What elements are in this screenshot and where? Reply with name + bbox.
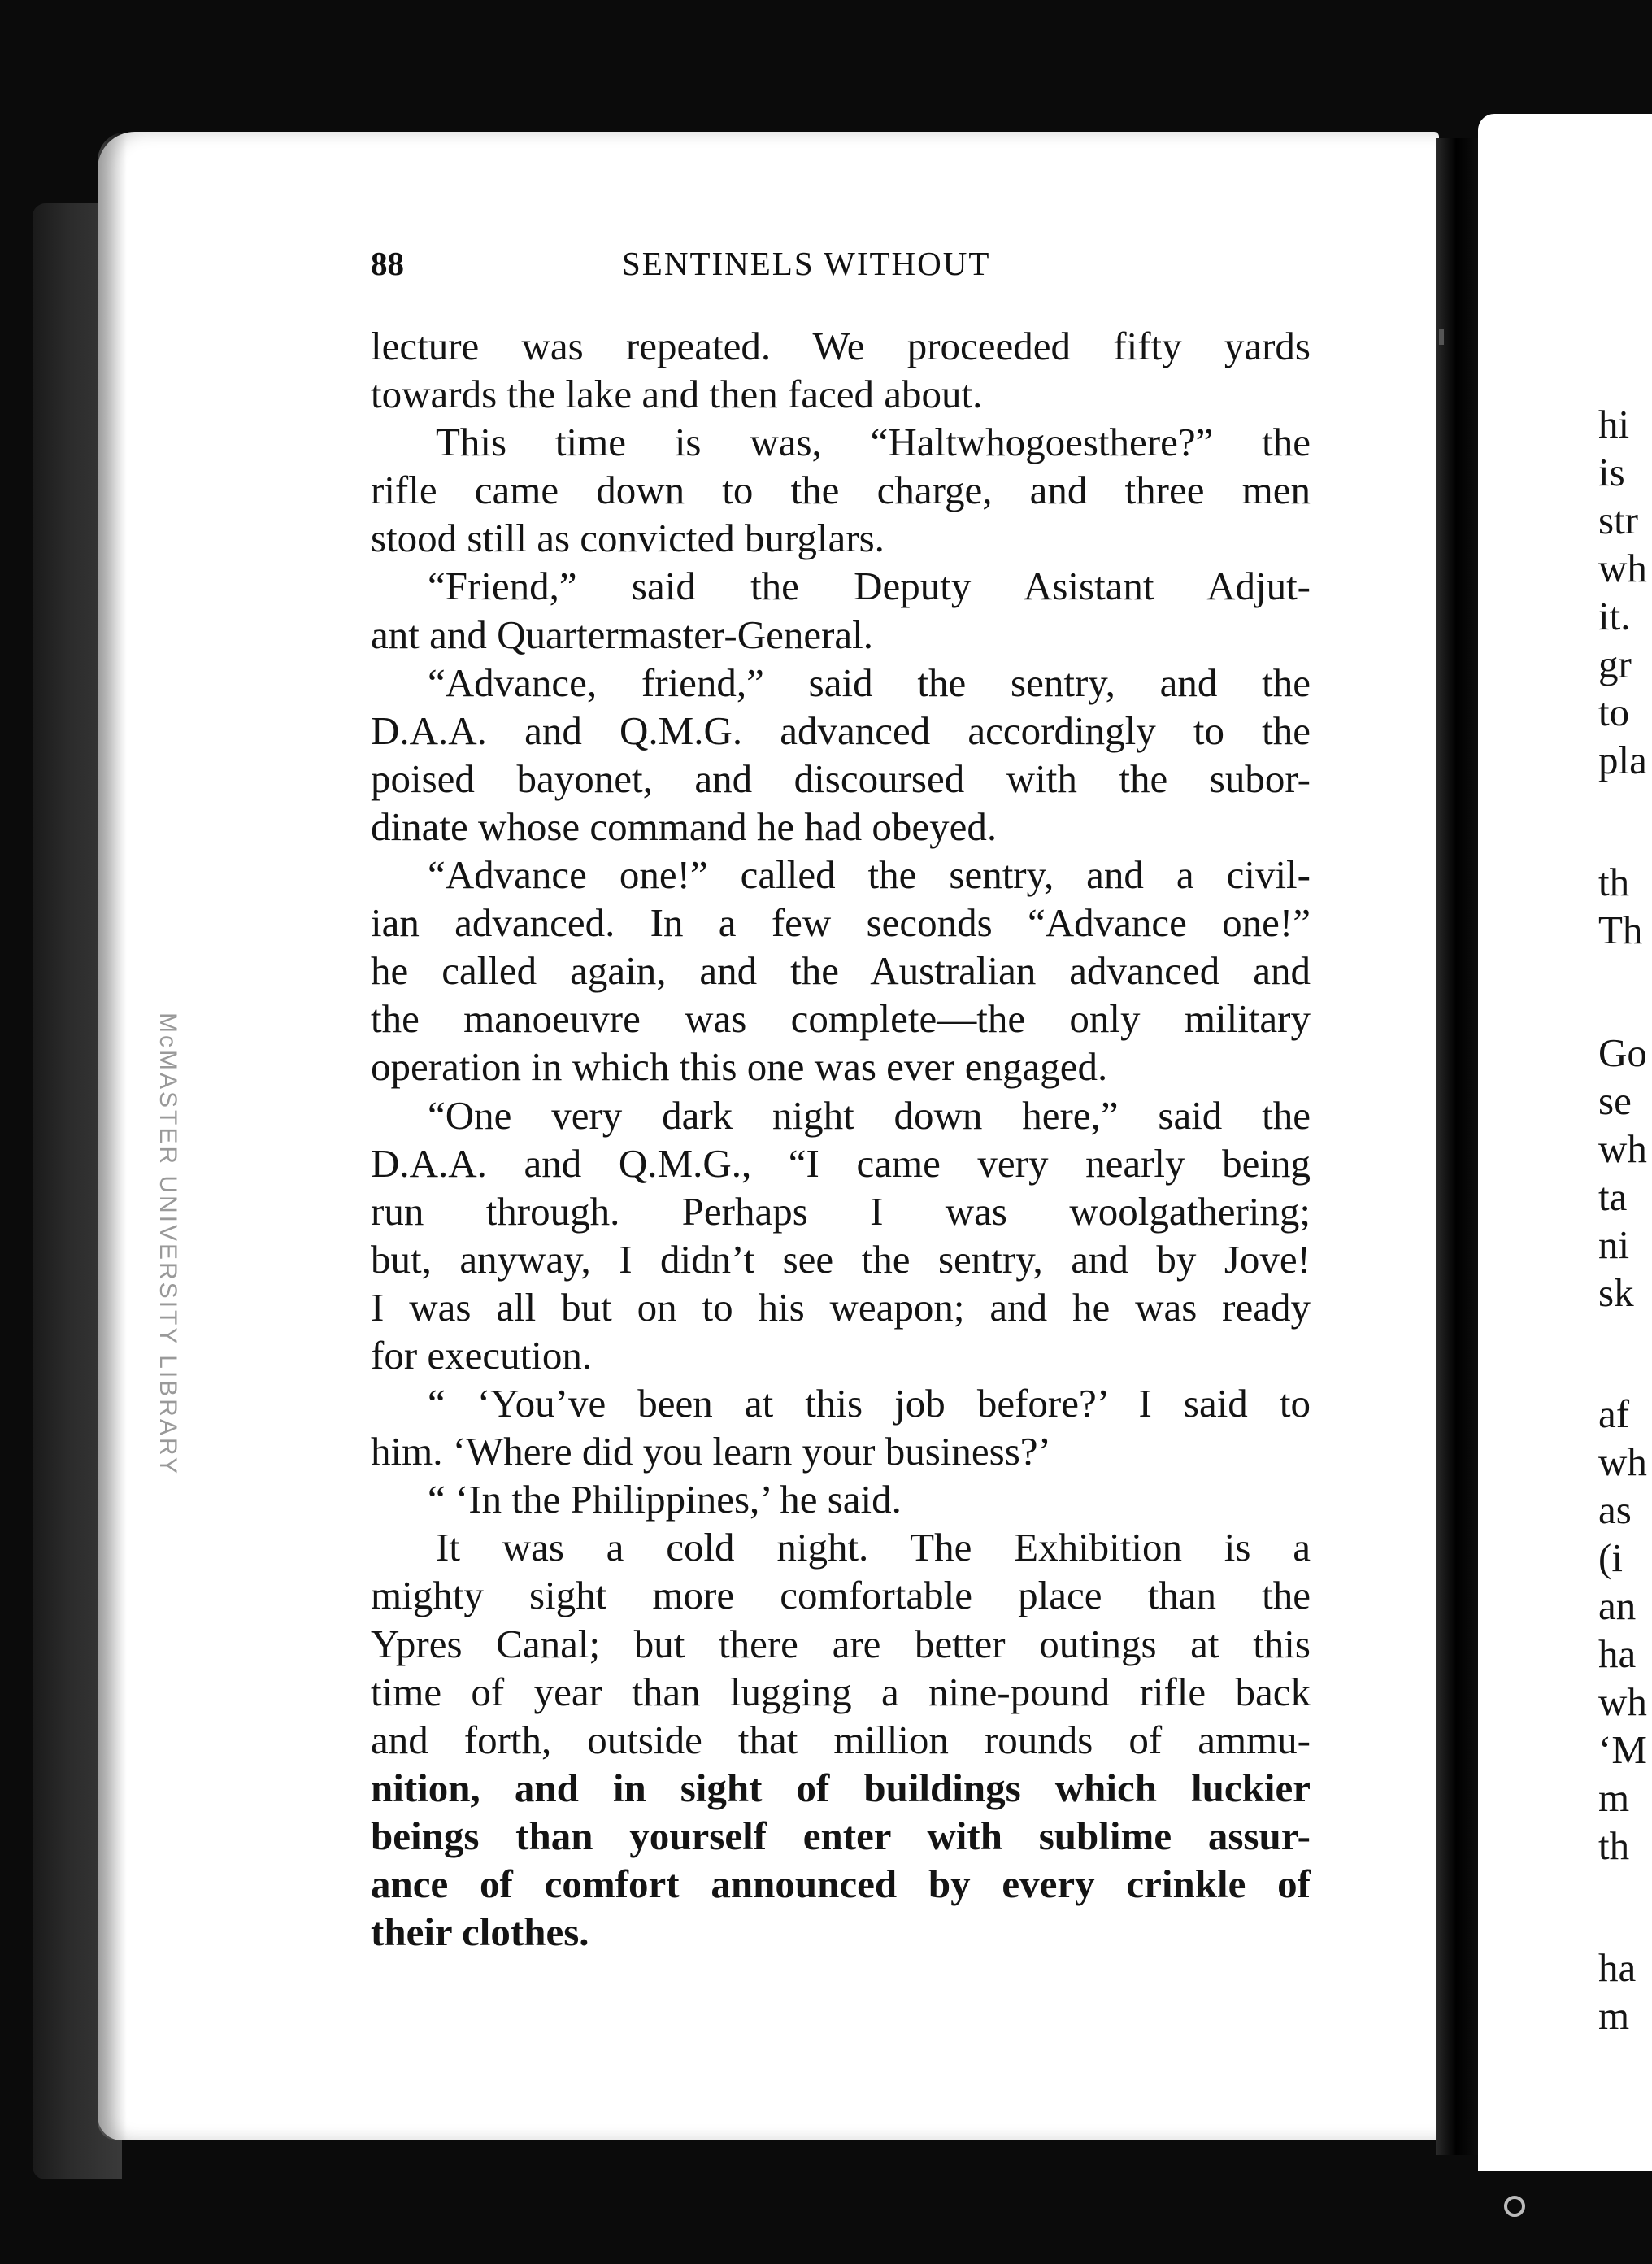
page-mark xyxy=(1439,329,1444,345)
fragment: as xyxy=(1598,1487,1632,1532)
running-head: SENTINELS WITHOUT xyxy=(622,245,991,282)
fragment: m xyxy=(1598,1775,1630,1820)
text-line: “ ‘In the Philippines,’ he said. xyxy=(428,1477,902,1522)
text-line: nition, and in sight of buildings which luckier xyxy=(371,1765,1311,1810)
text-line: This time is was, “Haltwhogoesthere?” the xyxy=(436,420,1311,465)
text-line: him. ‘Where did you learn your business?’ xyxy=(371,1429,1051,1474)
text-line: rifle came down to the charge, and three men xyxy=(371,468,1311,513)
text-line: ant and Quartermaster-General. xyxy=(371,612,874,657)
fragment: wh xyxy=(1598,1679,1647,1724)
text-line: “Friend,” said the Deputy Asistant Adjut- xyxy=(428,564,1311,609)
fragment: af xyxy=(1598,1391,1630,1436)
page-body-text xyxy=(371,322,1311,1956)
text-line: I was all but on to his weapon; and he was ready xyxy=(371,1284,1311,1330)
text-line: mighty sight more comfortable place than the xyxy=(371,1573,1311,1618)
text-line: lecture was repeated. We proceeded fifty yards xyxy=(371,324,1311,368)
page-header xyxy=(371,244,1306,293)
fragment: is xyxy=(1598,450,1625,494)
fragment: Go xyxy=(1598,1030,1647,1075)
text-line: D.A.A. and Q.M.G. advanced accordingly to the xyxy=(371,708,1311,753)
page-curl-shadow xyxy=(98,132,127,2140)
fragment: ta xyxy=(1598,1174,1628,1219)
library-stamp xyxy=(143,943,192,1545)
text-line: “ ‘You’ve been at this job before?’ I said to xyxy=(428,1381,1311,1426)
fragment: sk xyxy=(1598,1270,1634,1315)
fragment: m xyxy=(1598,1993,1630,2038)
fragment: th xyxy=(1598,1823,1630,1868)
text-line: “Advance, friend,” said the sentry, and the xyxy=(428,660,1311,705)
scan-speck xyxy=(1504,2196,1525,2217)
text-line: for execution. xyxy=(371,1332,593,1378)
text-line: he called again, and the Australian advanced and xyxy=(371,948,1311,994)
text-line: stood still as convicted burglars. xyxy=(371,516,885,561)
page-number: 88 xyxy=(371,245,404,282)
text-line: “Advance one!” called the sentry, and a civil- xyxy=(428,852,1311,898)
text-line: beings than yourself enter with sublime assur- xyxy=(371,1813,1311,1858)
fragment: it. xyxy=(1598,594,1631,638)
text-line: and forth, outside that million rounds of ammu- xyxy=(371,1717,1311,1762)
fragment: ha xyxy=(1598,1945,1637,1990)
fragment: Th xyxy=(1598,908,1643,952)
text-line: run through. Perhaps I was woolgathering; xyxy=(371,1188,1311,1234)
fragment: an xyxy=(1598,1583,1637,1628)
text-line: but, anyway, I didn’t see the sentry, and by Jove! xyxy=(371,1236,1311,1282)
facing-page-fragments xyxy=(1598,0,1652,2264)
fragment: ni xyxy=(1598,1222,1630,1267)
text-line: their clothes. xyxy=(371,1909,589,1955)
fragment: (i xyxy=(1598,1535,1623,1580)
fragment: se xyxy=(1598,1078,1632,1123)
text-line: poised bayonet, and discoursed with the subor- xyxy=(371,755,1311,801)
text-line: Ypres Canal; but there are better outings at this xyxy=(371,1621,1311,1666)
text-line: towards the lake and then faced about. xyxy=(371,372,983,417)
fragment: pla xyxy=(1598,738,1647,782)
fragment: hi xyxy=(1598,402,1630,446)
text-line: “One very dark night down here,” said the xyxy=(428,1092,1311,1138)
text-line: the manoeuvre was complete—the only military xyxy=(371,996,1311,1042)
fragment: gr xyxy=(1598,642,1632,686)
fragment: str xyxy=(1598,498,1638,542)
book-gutter xyxy=(1436,138,1481,2155)
fragment: th xyxy=(1598,860,1630,904)
text-line: ance of comfort announced by every crinkle of xyxy=(371,1861,1311,1906)
text-line: It was a cold night. The Exhibition is a xyxy=(436,1525,1311,1570)
fragment: wh xyxy=(1598,1439,1647,1484)
fragment: wh xyxy=(1598,1126,1647,1171)
text-line: operation in which this one was ever engaged. xyxy=(371,1044,1108,1090)
text-line: dinate whose command he had obeyed. xyxy=(371,803,998,849)
fragment: to xyxy=(1598,690,1630,734)
fragment: wh xyxy=(1598,546,1647,590)
text-line: ian advanced. In a few seconds “Advance one!” xyxy=(371,900,1311,946)
text-line: time of year than lugging a nine-pound rifle back xyxy=(371,1669,1311,1714)
fragment: ha xyxy=(1598,1631,1637,1676)
library-stamp-text: McMASTER UNIVERSITY LIBRARY xyxy=(154,1012,181,1476)
fragment: ‘M xyxy=(1598,1727,1647,1772)
text-line: D.A.A. and Q.M.G., “I came very nearly being xyxy=(371,1140,1311,1186)
